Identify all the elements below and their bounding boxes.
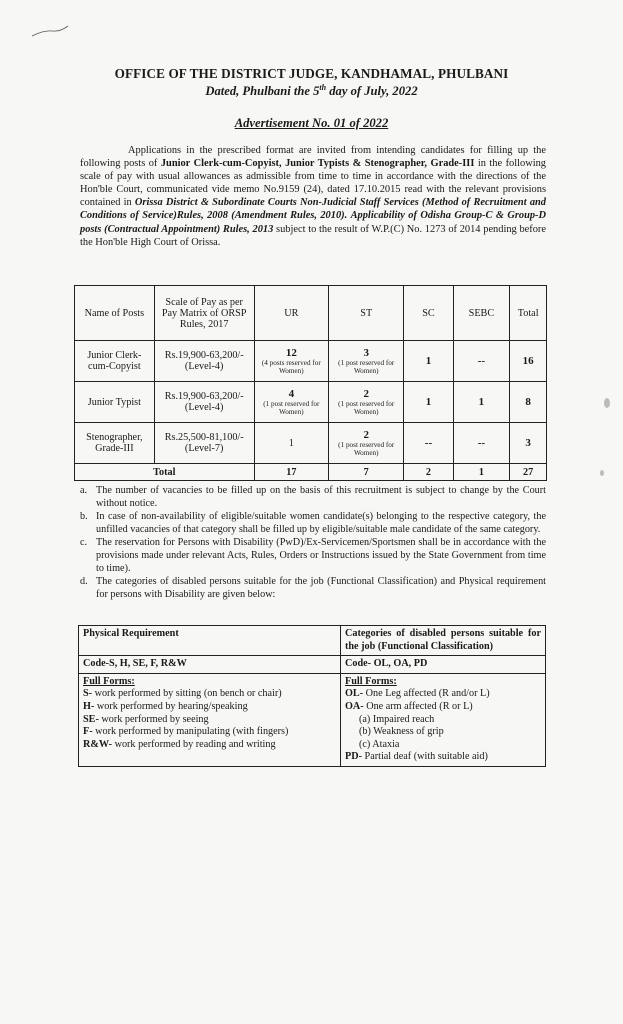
post-name: Junior Clerk-cum-Copyist (75, 341, 155, 382)
header-cell: SEBC (453, 286, 510, 341)
sebc-total: 1 (453, 464, 510, 481)
list-item: SE- work performed by seeing (83, 713, 209, 725)
table-header-row (75, 286, 547, 341)
sebc-count: -- (453, 341, 510, 382)
code-right: Code- OL, OA, PD (341, 656, 546, 674)
list-item: F- work performed by manipulating (with fingers) (83, 726, 289, 738)
intro-paragraph: Applications in the prescribed format are invited from intending candidates for filling up the following posts of Junior Clerk-cum-Copyist, Junior Typists & Stenographer, Grade-III in the following scale of pay with usual allowances as admissible from time to time in accordance with the directions of the Hon'ble Court, communicated vide memo No.9159 (24), dated 17.10.2015 read with the relevant provisions contained in Orissa District & Subordinate Courts Non-Judicial Staff Services (Method of Recruitment and Conditions of Service)Rules, 2008 (Amendment Rules, 2010). Applicability of Odisha Group-C & Group-D posts (Contractual Appointment) Rules, 2013 subject to the result of W.P.(C) No. 1273 of 2014 pending before the Hon'ble High Court of Orissa. (80, 145, 547, 248)
office-title: OFFICE OF THE DISTRICT JUDGE, KANDHAMAL, PHULBANI (114, 66, 509, 81)
header-cell: Scale of Pay as per Pay Matrix of ORSP Rules, 2017 (154, 286, 254, 341)
total-row (75, 464, 547, 481)
list-item: H- work performed by hearing/speaking (83, 700, 248, 712)
full-forms-right: Full Forms: OL- One Leg affected (R and/or L) OA- One arm affected (R or L) (a) Impaired reach (b) Weakness of grip (c) Ataxia PD- Partial deaf (with suitable aid) (341, 673, 546, 766)
pay-scale: Rs.19,900-63,200/- (Level-4) (154, 341, 254, 382)
list-item: c. The reservation for Persons with Disability (PwD)/Ex-Servicemen/Sportsmen shall be in accordance with the provisions made under relevant Acts, Rules, Orders or Instructions issued by the State Government from time to time). (80, 537, 546, 574)
table-row (75, 423, 547, 464)
list-item: OA- One arm affected (R or L) (345, 700, 473, 712)
header-cell: Name of Posts (75, 286, 155, 341)
header-cell: ST (329, 286, 404, 341)
post-name: Stenographer, Grade-III (75, 423, 155, 464)
sc-count: 1 (404, 341, 453, 382)
ur-count: 12 (4 posts reserved for Women) (254, 341, 328, 382)
header-cell: UR (254, 286, 328, 341)
pay-scale: Rs.25,500-81,100/- (Level-7) (154, 423, 254, 464)
sc-count: -- (404, 423, 453, 464)
notes-list (80, 485, 546, 602)
scan-speck (604, 398, 610, 408)
disability-table (78, 625, 546, 767)
st-count: 2 (1 post reserved for Women) (329, 423, 404, 464)
grand-total: 27 (510, 464, 547, 481)
physical-requirement-header: Physical Requirement (79, 626, 341, 656)
categories-header: Categories of disabled persons suitable for the job (Functional Classification) (341, 626, 546, 656)
list-item: OL- One Leg affected (R and/or L) (345, 688, 490, 700)
post-name: Junior Typist (75, 382, 155, 423)
st-count: 3 (1 post reserved for Women) (329, 341, 404, 382)
pen-mark-icon (30, 22, 70, 42)
total-count: 16 (510, 341, 547, 382)
list-item: a. The number of vacancies to be filled up on the basis of this recruitment is subject to change by the Court without notice. (80, 485, 546, 509)
table-row (79, 673, 546, 766)
table-row (75, 341, 547, 382)
total-count: 3 (510, 423, 547, 464)
header-cell: SC (404, 286, 453, 341)
list-item: PD- Partial deaf (with suitable aid) (345, 751, 488, 763)
list-item: b. In case of non-availability of eligible/suitable women candidate(s) belonging to the respective category, the unfilled vacancies of that category shall be filled up by eligible/suitable male candidate of the same category. (80, 511, 546, 535)
sc-total: 2 (404, 464, 453, 481)
st-count: 2 (1 post reserved for Women) (329, 382, 404, 423)
list-item: (a) Impaired reach (359, 713, 435, 725)
sebc-count: -- (453, 423, 510, 464)
list-item: (c) Ataxia (359, 738, 400, 750)
advertisement-number: Advertisement No. 01 of 2022 (234, 116, 389, 130)
ur-count: 4 (1 post reserved for Women) (254, 382, 328, 423)
total-count: 8 (510, 382, 547, 423)
list-item: R&W- work performed by reading and writing (83, 738, 276, 750)
sc-count: 1 (404, 382, 453, 423)
ur-total: 17 (254, 464, 328, 481)
total-label: Total (75, 464, 255, 481)
pay-scale: Rs.19,900-63,200/- (Level-4) (154, 382, 254, 423)
list-item: (b) Weakness of grip (359, 726, 444, 738)
full-forms-left: Full Forms: S- work performed by sitting (on bench or chair) H- work performed by hearing/speaking SE- work performed by seeing F- work performed by manipulating (with fingers) R&W- work performed by reading and writing (79, 673, 341, 766)
vacancy-table (74, 285, 547, 481)
dated-line: Dated, Phulbani the 5th day of July, 2022 (205, 83, 418, 99)
table-header-row (79, 626, 546, 656)
header-cell: Total (510, 286, 547, 341)
list-item: S- work performed by sitting (on bench or chair) (83, 688, 282, 700)
code-left: Code-S, H, SE, F, R&W (79, 656, 341, 674)
list-item: d. The categories of disabled persons suitable for the job (Functional Classification) and Physical requirement for persons with Disability are given below: (80, 576, 546, 600)
table-row (79, 656, 546, 674)
sebc-count: 1 (453, 382, 510, 423)
st-total: 7 (329, 464, 404, 481)
table-row (75, 382, 547, 423)
scan-speck (600, 470, 604, 476)
ur-count: 1 (254, 423, 328, 464)
